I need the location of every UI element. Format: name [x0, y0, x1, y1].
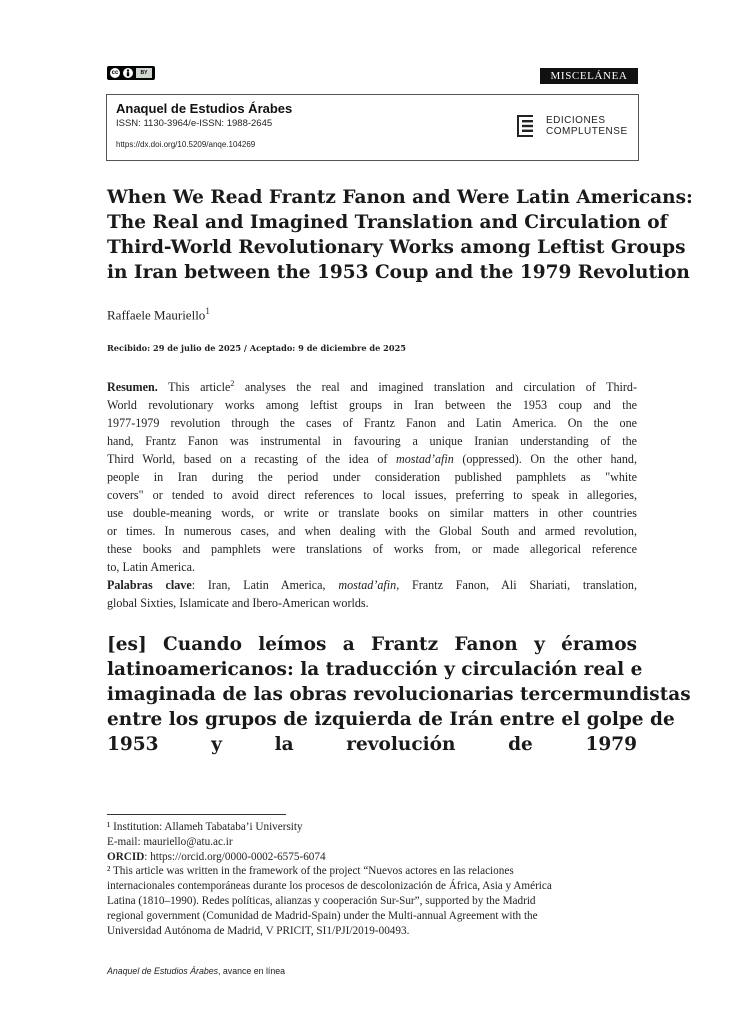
abstract-line: covers" or tended to avoid direct references to local issues, preferring to speak in allegories, [107, 488, 637, 503]
abstract-line: to, Latin America. [107, 560, 195, 575]
abstract-text: (oppressed). On the other hand, [453, 452, 637, 467]
spanish-title-line: latinoamericanos: la traducción y circulación real e [107, 659, 643, 680]
spanish-title [107, 632, 691, 757]
keywords-term: mostad’afin [338, 578, 397, 593]
footnote-2-line: internacionales contemporáneas durante los procesos de descolonización de África, Asia y América [107, 880, 552, 893]
spanish-title-line: 1953 y la revolución de 1979 [107, 734, 637, 755]
keywords-line: global Sixties, Islamicate and Ibero-American worlds. [107, 596, 369, 611]
abstract-line [107, 450, 637, 468]
author-orcid[interactable] [107, 850, 637, 865]
footer-journal: Anaquel de Estudios Árabes [107, 966, 219, 976]
cc-icon: cc [111, 70, 119, 76]
publisher-logo [517, 115, 628, 137]
footnote-ref-2[interactable]: 2 [230, 379, 235, 388]
abstract-line: hand, Frantz Fanon was instrumental in favouring a unique Iranian understanding of the [107, 434, 637, 449]
orcid-label: ORCID [107, 850, 145, 863]
ediciones-complutense-logo-icon [517, 115, 539, 137]
keywords-line [107, 576, 637, 594]
author-name: Raffaele Mauriello [107, 307, 206, 323]
spanish-title-line: imaginada de las obras revolucionarias tercermundistas [107, 684, 691, 705]
page-footer [107, 966, 285, 976]
article-title-line: When We Read Frantz Fanon and Were Latin Americans: [107, 187, 693, 208]
publisher-name-line1: EDICIONES [546, 115, 606, 126]
orcid-value: : https://orcid.org/0000-0002-6575-6074 [144, 850, 326, 863]
footnote-divider [107, 814, 286, 815]
article-title-line: The Real and Imagined Translation and Circulation of [107, 212, 668, 233]
abstract-line: people in Iran during the period under consideration published pamphlets as "white [107, 470, 637, 485]
author-footnote-ref[interactable]: 1 [205, 306, 210, 316]
abstract-label: Resumen. [107, 380, 158, 395]
article-title-line: in Iran between the 1953 Coup and the 1979 Revolution [107, 262, 690, 283]
footnote-2-line: regional government (Comunidad de Madrid-Spain) under the Multi-annual Agreement with the [107, 909, 538, 922]
keywords-label: Palabras clave [107, 578, 192, 593]
abstract-text: This article [168, 380, 231, 395]
footnote-2-line: Universidad Autónoma de Madrid, V PRICIT, SI1/PJI/2019-00493. [107, 924, 410, 937]
abstract [107, 375, 637, 612]
abstract-line [107, 375, 637, 396]
abstract-line: use double-meaning words, or write or translate books on similar matters in other countries [107, 506, 637, 521]
abstract-line: or times. In numerous cases, and when dealing with the Global South and armed revolution, [107, 524, 637, 539]
doi-link[interactable]: https://dx.doi.org/10.5209/anqe.104269 [116, 140, 256, 149]
footnote-2-line: ² This article was written in the framework of the project “Nuevos actores en las relaciones [107, 865, 514, 878]
abstract-line: World revolutionary works among leftist groups in Iran between the 1953 coup and the [107, 398, 637, 413]
cc-by-license-badge[interactable] [107, 66, 155, 80]
spanish-title-line: entre los grupos de izquierda de Irán entre el golpe de [107, 709, 675, 730]
article-title [107, 185, 693, 285]
keywords-text: : Iran, Latin America, [191, 578, 339, 593]
footnote-1: ¹ Institution: Allameh Tabataba’i University [107, 821, 303, 833]
abstract-text: Third World, based on a recasting of the idea of [107, 452, 396, 467]
attribution-icon [123, 68, 133, 78]
abstract-line: these books and pamphlets were translations of works from, or made allegorical reference [107, 542, 637, 557]
footnote-2-line: Latina (1810–1990). Redes políticas, alianzas y cooperación Sur-Sur”, supported by the Madrid [107, 894, 536, 907]
received-accepted-dates: Recibido: 29 de julio de 2025 / Aceptado: 9 de diciembre de 2025 [107, 343, 406, 353]
abstract-line: 1977-1979 revolution through the cases of Frantz Fanon and Latin America. On the one [107, 416, 637, 431]
footer-rest: , avance en línea [218, 966, 286, 976]
journal-issn: ISSN: 1130-3964/e-ISSN: 1988-2645 [116, 118, 273, 129]
keywords-text: , Frantz Fanon, Ali Shariati, translation, [396, 578, 637, 593]
publisher-name-line2: COMPLUTENSE [546, 126, 628, 137]
license-label: BY [136, 68, 152, 78]
author-email[interactable]: E-mail: mauriello@atu.ac.ir [107, 835, 233, 848]
abstract-term: mostad’afin [395, 452, 454, 467]
spanish-title-line: [es] Cuando leímos a Frantz Fanon y éramos [107, 634, 637, 655]
author [107, 306, 210, 323]
article-title-line: Third-World Revolutionary Works among Leftist Groups [107, 237, 686, 258]
footnotes [107, 820, 637, 938]
abstract-text: analyses the real and imagined translation and circulation of Third- [234, 380, 637, 395]
section-tag: MISCELÁNEA [540, 68, 638, 84]
journal-title: Anaquel de Estudios Árabes [116, 101, 293, 116]
